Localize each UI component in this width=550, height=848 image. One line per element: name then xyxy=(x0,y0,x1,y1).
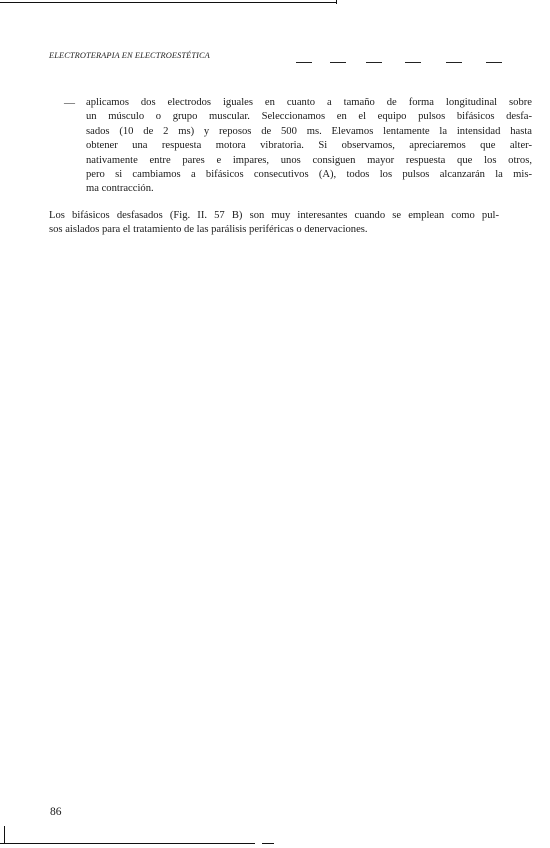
text-line: obtener una respuesta motora vibratoria. Si observamos, apreciaremos que alter- xyxy=(86,140,532,152)
text-line: ma contracción. xyxy=(86,183,154,195)
bullet-dash: — xyxy=(64,97,75,109)
bullet-text xyxy=(86,96,532,197)
top-rule xyxy=(0,2,337,3)
crop-mark xyxy=(4,826,5,844)
text-line: nativamente entre pares e impares, unos consiguen mayor respuesta que los otros, xyxy=(86,154,532,166)
header-dash xyxy=(446,62,462,63)
header-dash xyxy=(330,62,346,63)
text-line: un músculo o grupo muscular. Seleccionamos en el equipo pulsos bifásicos desfa- xyxy=(86,111,532,123)
header-dash xyxy=(405,62,421,63)
text-line: Los bifásicos desfasados (Fig. II. 57 B) son muy interesantes cuando se emplean como pul- xyxy=(49,210,499,221)
bottom-rule xyxy=(0,843,255,844)
header-dash-line xyxy=(0,62,550,64)
header-dash xyxy=(296,62,312,63)
body-paragraph xyxy=(49,209,499,238)
text-line: aplicamos dos electrodos iguales en cuanto a tamaño de forma longitudinal sobre xyxy=(86,97,532,108)
page-number: 86 xyxy=(50,806,62,818)
header-dash xyxy=(486,62,502,63)
top-rule-tick xyxy=(336,0,337,4)
text-line: pero si cambiamos a bifásicos consecutivos (A), todos los pulsos alcanzarán la mis- xyxy=(86,168,532,180)
text-line: sados (10 de 2 ms) y reposos de 500 ms. Elevamos lentamente la intensidad hasta xyxy=(86,125,532,137)
bottom-dash xyxy=(262,843,274,844)
text-line: sos aislados para el tratamiento de las parálisis periféricas o denervaciones. xyxy=(49,224,368,236)
running-head: ELECTROTERAPIA EN ELECTROESTÉTICA xyxy=(49,51,210,60)
header-dash xyxy=(366,62,382,63)
